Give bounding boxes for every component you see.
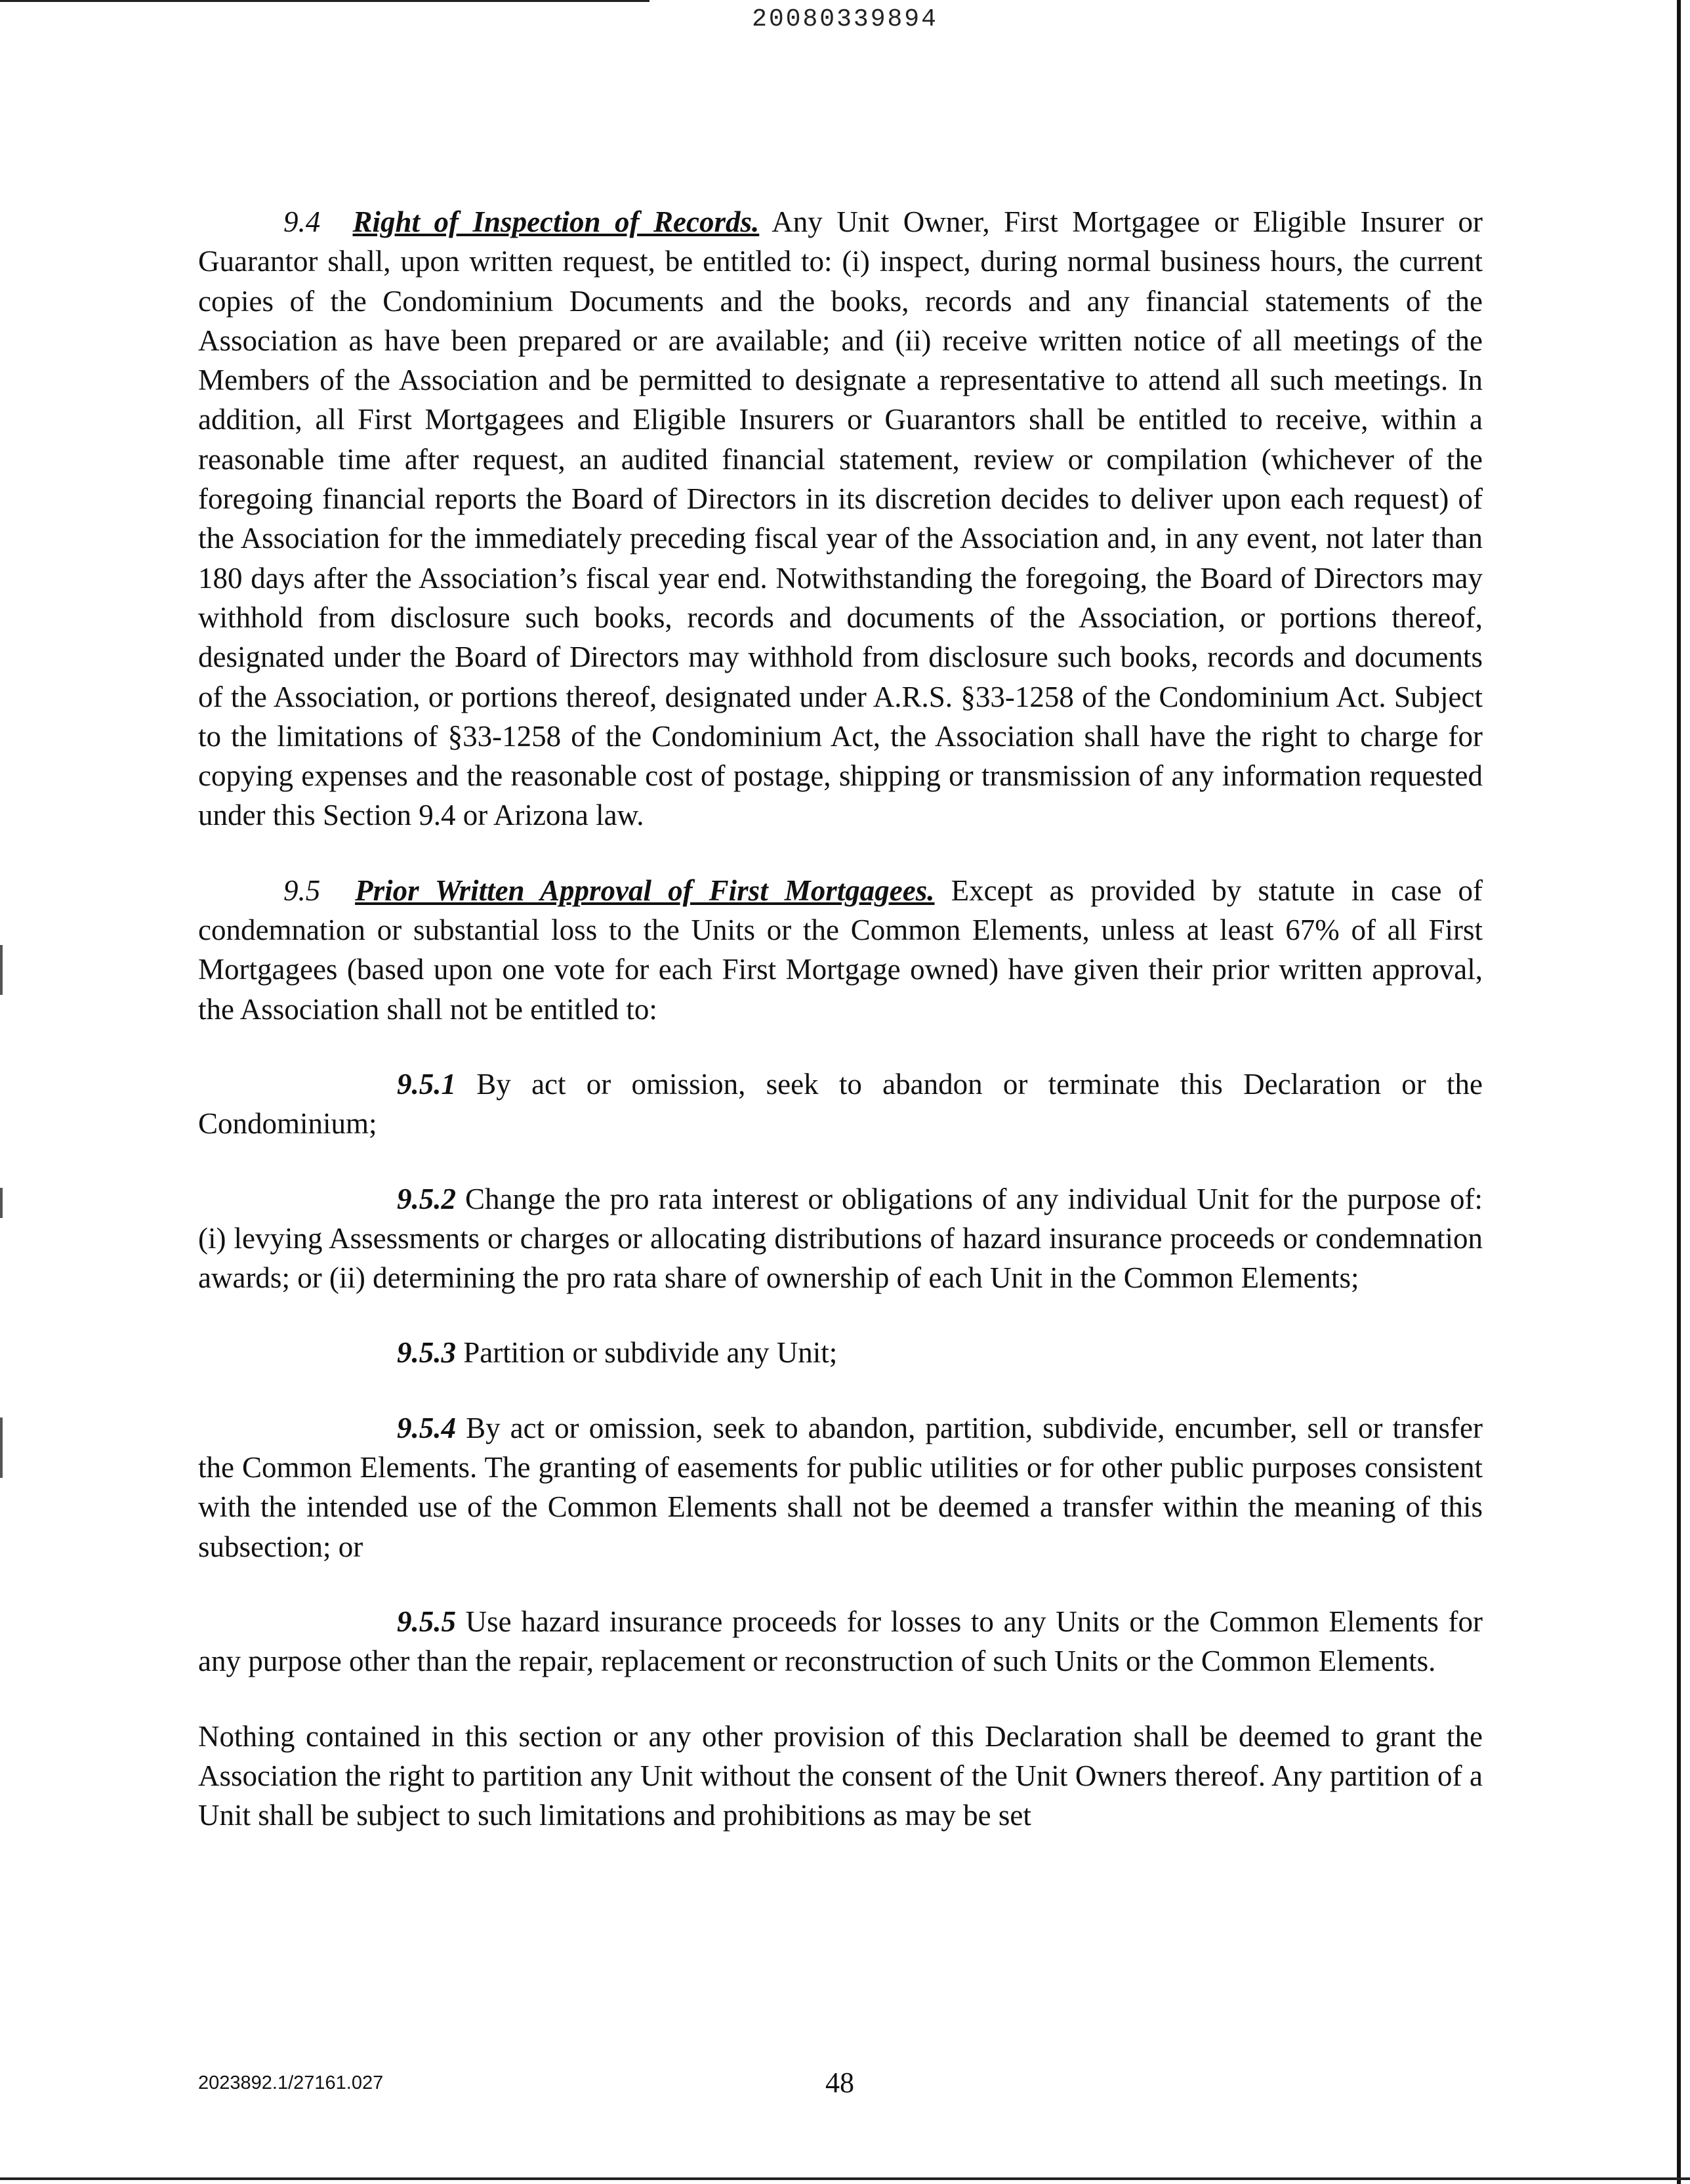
page-right-edge [1677,0,1681,2184]
subsection-number: 9.5.5 [397,1605,456,1638]
section-9-4 [198,202,1483,835]
subsection-body: By act or omission, seek to abandon, partition, subdivide, encumber, sell or transfer the Common Elements. The granting of easements for public utilities or for other public purposes consistent with the intended use of the Common Elements shall not be deemed a transfer within the meaning of this subsection; or [198,1411,1483,1563]
section-number: 9.4 [283,205,321,238]
footer-reference: 2023892.1/27161.027 [198,2072,384,2093]
scan-margin-mark [0,945,3,995]
document-number: 20080339894 [752,5,938,33]
subsection-body: Use hazard insurance proceeds for losses to any Units or the Common Elements for any purpose other than the repair, replacement or reconstruction of such Units or the Common Elements. [198,1605,1483,1678]
subsection-number: 9.5.1 [397,1067,456,1101]
section-number: 9.5 [283,873,321,907]
section-heading: Right of Inspection of Records. [352,205,760,238]
subsection-body: By act or omission, seek to abandon or terminate this Declaration or the Condominium; [198,1067,1483,1141]
subsection-body: Change the pro rata interest or obligations of any individual Unit for the purpose of: (i) levying Assessments or charges or allocating distributions of hazard insurance proceeds or condemnation awards; or (ii) determining the pro rata share of ownership of each Unit in the Common Elements; [198,1182,1483,1295]
subsection-9-5-3 [198,1333,1483,1372]
subsection-body: Partition or subdivide any Unit; [463,1336,838,1370]
section-body: Any Unit Owner, First Mortgagee or Eligible Insurer or Guarantor shall, upon written request, be entitled to: (i) inspect, during normal business hours, the current copies of the Condominium Documents and the books, records and any financial statements of the Association as have been prepared or are available; and (ii) receive written notice of all meetings of the Members of the Association and be permitted to designate a representative to attend all such meetings. In addition, all First Mortgagees and Eligible Insurers or Guarantors shall be entitled to receive, within a reasonable time after request, an audited financial statement, review or compilation (whichever of the foregoing financial reports the Board of Directors in its discretion decides to deliver upon each request) of the Association for the immediately preceding fiscal year of the Association and, in any event, not later than 180 days after the Association’s fiscal year end. Notwithstanding the foregoing, the Board of Directors may withhold from disclosure such books, records and documents of the Association, or portions thereof, designated under the Board of Directors may withhold from disclosure such books, records and documents of the Association, or portions thereof, designated under A.R.S. §33-1258 of the Condominium Act. Subject to the limitations of §33-1258 of the Condominium Act, the Association shall have the right to charge for copying expenses and the reasonable cost of postage, shipping or transmission of any information requested under this Section 9.4 or Arizona law. [198,205,1483,832]
closing-paragraph: Nothing contained in this section or any other provision of this Declaration shall be deemed to grant the Association the right to partition any Unit without the consent of the Unit Owners thereof. Any partition of a Unit shall be subject to such limitations and prohibitions as may be set [198,1719,1483,1832]
section-heading: Prior Written Approval of First Mortgagees. [355,873,935,907]
scan-margin-mark [0,1188,3,1218]
section-9-5 [198,871,1483,1029]
subsection-9-5-4 [198,1408,1483,1566]
subsection-number: 9.5.4 [397,1411,456,1444]
page-bottom-edge [0,2177,1690,2180]
subsection-number: 9.5.2 [397,1182,456,1215]
scan-margin-mark [0,1418,3,1478]
section-body: Except as provided by statute in case of condemnation or substantial loss to the Units or the Common Elements, unless at least 67% of all First Mortgagees (based upon one vote for each First Mortgage owned) have given their prior written approval, the Association shall not be entitled to: [198,873,1483,1026]
top-rule [0,0,649,2]
subsection-number: 9.5.3 [397,1336,456,1370]
subsection-9-5-2 [198,1179,1483,1298]
subsection-9-5-5 [198,1602,1483,1681]
subsection-9-5-1 [198,1064,1483,1144]
page-number: 48 [825,2067,854,2099]
document-body [198,202,1483,1835]
